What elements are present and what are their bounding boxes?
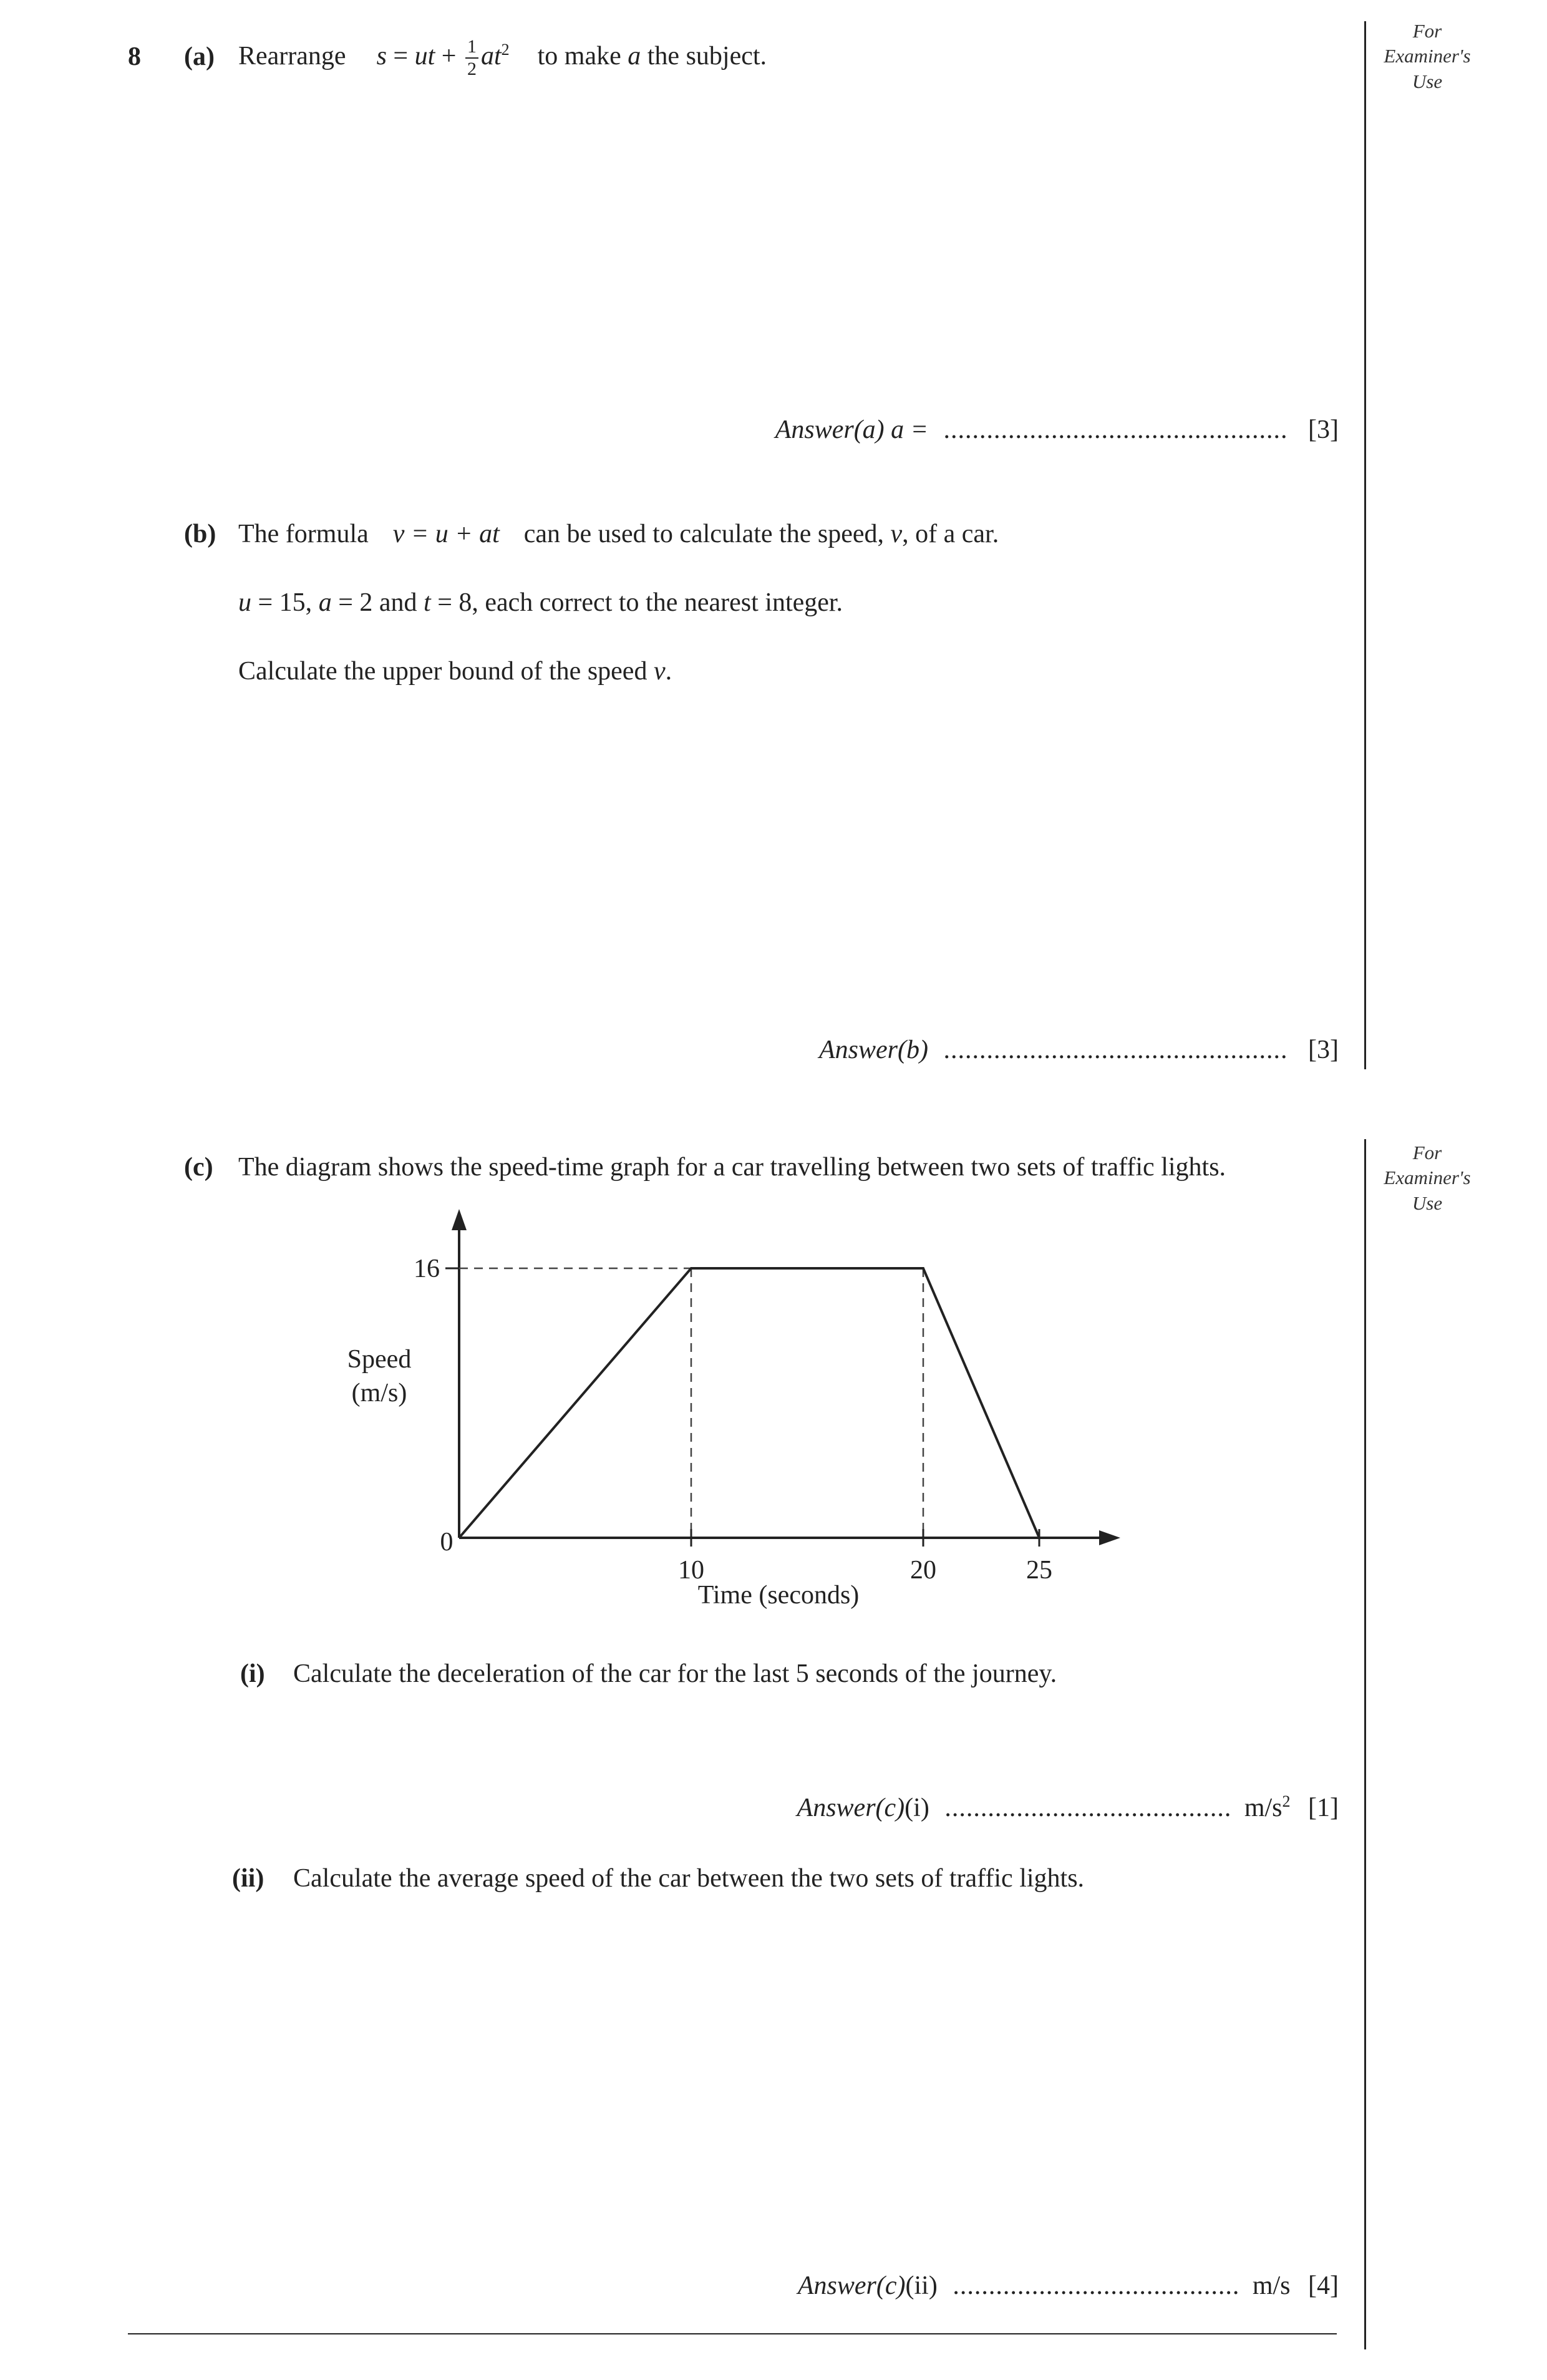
page-footer-rule bbox=[128, 2333, 1337, 2334]
speed-series-line bbox=[459, 1268, 1039, 1538]
fraction-one-half: $\frac{1}{2}$ bbox=[465, 37, 478, 79]
y-axis-arrow bbox=[452, 1209, 467, 1230]
part-b-line1: The formula v = u + at can be used to calculate the speed, v, of a car. bbox=[238, 520, 999, 548]
answer-b-line[interactable]: Answer(b) ................................................ [3] bbox=[819, 1036, 1339, 1064]
x-tick-label-20: 20 bbox=[910, 1556, 936, 1585]
x-axis-arrow bbox=[1099, 1530, 1120, 1545]
sub-ii-text: Calculate the average speed of the car between the two sets of traffic lights. bbox=[293, 1864, 1085, 1893]
answer-a-line[interactable]: Answer(a) a = ................................................ [3] bbox=[775, 415, 1339, 444]
part-a-question: Rearrange s = ut + $\frac{1}{2}$ $at^2$ to make a the subject. bbox=[238, 36, 767, 80]
answer-a-dots[interactable]: ................................................ bbox=[943, 415, 1288, 444]
part-b-line3: Calculate the upper bound of the speed v. bbox=[238, 657, 672, 686]
part-b-label: (b) bbox=[184, 520, 216, 548]
sub-i-label: (i) bbox=[240, 1659, 265, 1688]
examiner-use-box-top: For Examiner's Use bbox=[1384, 20, 1471, 92]
origin-label: 0 bbox=[440, 1528, 453, 1557]
sub-i-text: Calculate the deceleration of the car for the last 5 seconds of the journey. bbox=[293, 1659, 1057, 1688]
answer-b-dots[interactable]: ................................................ bbox=[943, 1036, 1288, 1064]
x-axis-label: Time (seconds) bbox=[697, 1581, 860, 1610]
part-c-label: (c) bbox=[184, 1153, 213, 1182]
x-tick-label-25: 25 bbox=[1026, 1556, 1052, 1585]
question-number: 8 bbox=[128, 42, 141, 71]
sub-ii-label: (ii) bbox=[232, 1864, 264, 1893]
part-c-intro: The diagram shows the speed-time graph for a car travelling between two sets of traffic lights. bbox=[238, 1153, 1226, 1182]
answer-c-ii-dots[interactable]: ........................................ bbox=[953, 2271, 1240, 2300]
answer-c-ii-line[interactable]: Answer(c)(ii) ........................................ m/s [4] bbox=[797, 2271, 1339, 2300]
x-tick-label-10: 10 bbox=[678, 1556, 704, 1585]
part-a-label: (a) bbox=[184, 42, 215, 71]
y-axis-label-line2: (m/s) bbox=[351, 1379, 407, 1407]
answer-c-i-dots[interactable]: ........................................ bbox=[944, 1794, 1232, 1822]
answer-c-i-line[interactable]: Answer(c)(i) ........................................ $m/s^2$ [1] bbox=[797, 1792, 1339, 1822]
part-b-line2: u = 15, a = 2 and t = 8, each correct to the nearest integer. bbox=[238, 588, 843, 617]
y-axis-label-line1: Speed bbox=[347, 1345, 412, 1374]
y-tick-label-16: 16 bbox=[414, 1255, 440, 1283]
examiner-use-box-bottom: For Examiner's Use bbox=[1384, 1142, 1471, 1214]
